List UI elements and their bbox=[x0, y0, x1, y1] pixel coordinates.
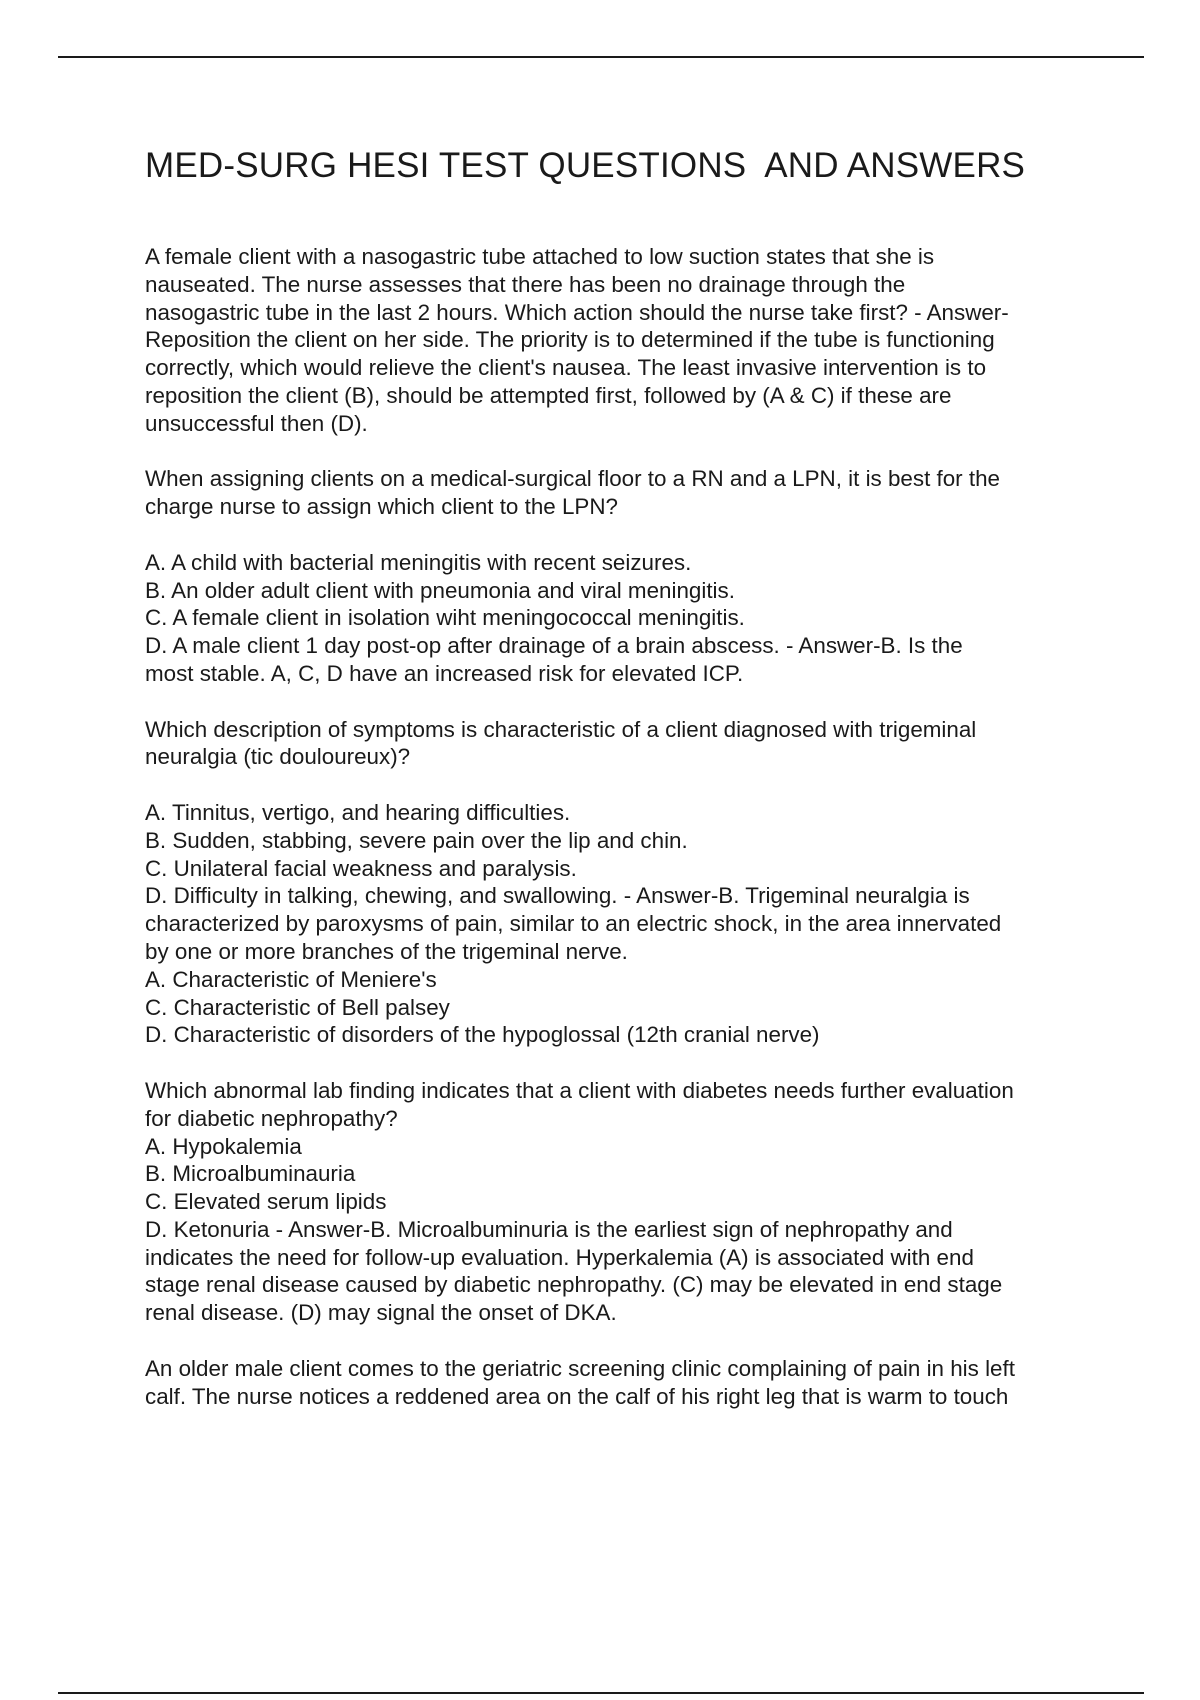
paragraph-gap bbox=[145, 521, 1095, 549]
text-line: indicates the need for follow-up evaluation. Hyperkalemia (A) is associated with end bbox=[145, 1244, 974, 1270]
text-line: correctly, which would relieve the client's nausea. The least invasive intervention is to bbox=[145, 355, 987, 381]
text-line: neuralgia (tic douloureux)? bbox=[145, 744, 411, 770]
paragraph-gap bbox=[145, 1049, 1095, 1077]
paragraph-gap bbox=[145, 1327, 1095, 1355]
footer-rule bbox=[58, 1692, 1144, 1694]
text-line: nasogastric tube in the last 2 hours. Which action should the nurse take first? - Answer- bbox=[145, 299, 1009, 325]
text-line: Which description of symptoms is characteristic of a client diagnosed with trigeminal bbox=[145, 716, 977, 742]
text-line: A. Hypokalemia bbox=[145, 1133, 302, 1159]
text-line: D. Difficulty in talking, chewing, and swallowing. - Answer-B. Trigeminal neuralgia is bbox=[145, 883, 970, 909]
text-line: for diabetic nephropathy? bbox=[145, 1105, 398, 1131]
text-line: B. An older adult client with pneumonia and viral meningitis. bbox=[145, 577, 735, 603]
header-rule bbox=[58, 56, 1144, 58]
text-line: C. Unilateral facial weakness and paralysis. bbox=[145, 855, 577, 881]
text-line: Which abnormal lab finding indicates that a client with diabetes needs further evaluation bbox=[145, 1077, 1014, 1103]
text-line: renal disease. (D) may signal the onset of DKA. bbox=[145, 1300, 617, 1326]
text-line: unsuccessful then (D). bbox=[145, 410, 368, 436]
text-line: charge nurse to assign which client to the LPN? bbox=[145, 494, 618, 520]
text-line: A. A child with bacterial meningitis with recent seizures. bbox=[145, 549, 692, 575]
paragraph-gap bbox=[145, 771, 1095, 799]
text-line: C. Elevated serum lipids bbox=[145, 1189, 387, 1215]
text-line: C. A female client in isolation wiht meningococcal meningitis. bbox=[145, 605, 745, 631]
text-line: reposition the client (B), should be attempted first, followed by (A & C) if these are bbox=[145, 382, 952, 408]
text-line: A female client with a nasogastric tube attached to low suction states that she is bbox=[145, 244, 935, 269]
page-title: MED-SURG HESI TEST QUESTIONS AND ANSWERS bbox=[145, 146, 1026, 185]
paragraph-gap bbox=[145, 688, 1095, 716]
document-body bbox=[145, 243, 1095, 1410]
text-line: D. Characteristic of disorders of the hypoglossal (12th cranial nerve) bbox=[145, 1022, 820, 1048]
text-line: Reposition the client on her side. The priority is to determined if the tube is functioning bbox=[145, 327, 995, 353]
text-line: An older male client comes to the geriatric screening clinic complaining of pain in his left bbox=[145, 1355, 1015, 1381]
text-line: When assigning clients on a medical-surgical floor to a RN and a LPN, it is best for the bbox=[145, 466, 1000, 492]
paragraph-gap bbox=[145, 438, 1095, 466]
text-line: A. Characteristic of Meniere's bbox=[145, 966, 437, 992]
text-line: nauseated. The nurse assesses that there has been no drainage through the bbox=[145, 271, 906, 297]
text-line: stage renal disease caused by diabetic nephropathy. (C) may be elevated in end stage bbox=[145, 1272, 1003, 1298]
text-line: most stable. A, C, D have an increased risk for elevated ICP. bbox=[145, 660, 744, 686]
text-line: B. Sudden, stabbing, severe pain over the lip and chin. bbox=[145, 827, 688, 853]
text-line: B. Microalbuminauria bbox=[145, 1161, 356, 1187]
text-line: D. A male client 1 day post-op after drainage of a brain abscess. - Answer-B. Is the bbox=[145, 633, 963, 659]
text-line: C. Characteristic of Bell palsey bbox=[145, 994, 450, 1020]
text-line: D. Ketonuria - Answer-B. Microalbuminuria is the earliest sign of nephropathy and bbox=[145, 1216, 953, 1242]
text-line: calf. The nurse notices a reddened area on the calf of his right leg that is warm to touch bbox=[145, 1383, 1009, 1409]
text-line: A. Tinnitus, vertigo, and hearing difficulties. bbox=[145, 799, 571, 825]
text-line: by one or more branches of the trigeminal nerve. bbox=[145, 938, 628, 964]
text-line: characterized by paroxysms of pain, similar to an electric shock, in the area innervated bbox=[145, 911, 1002, 937]
